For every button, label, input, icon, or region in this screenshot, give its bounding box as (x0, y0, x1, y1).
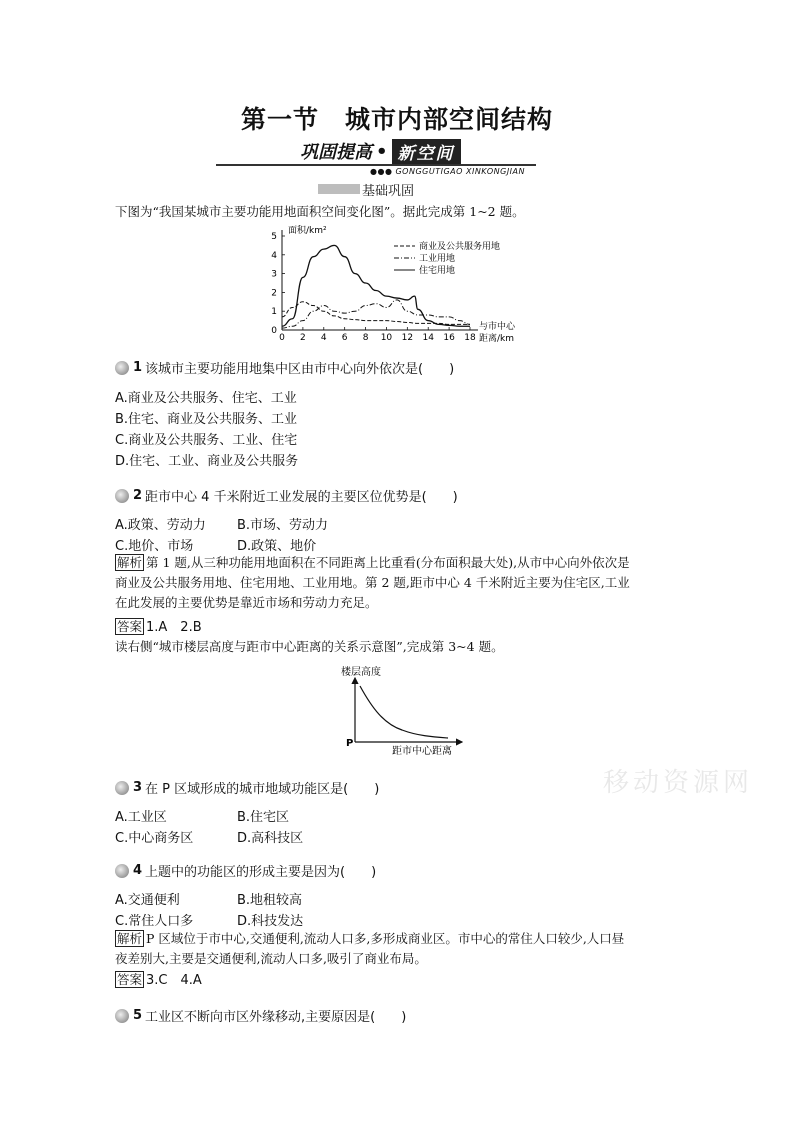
question-text: 该城市主要功能用地集中区由市中心向外依次是( ) (145, 362, 455, 377)
x-tick-label: 14 (422, 333, 434, 343)
banner (300, 139, 461, 163)
analysis-tag: 解析 (117, 555, 143, 570)
question-text: 距市中心 4 千米附近工业发展的主要区位优势是( ) (145, 490, 458, 505)
section-label: 基础巩固 (360, 180, 416, 199)
floor-height-diagram (338, 664, 468, 758)
banner-divider (216, 164, 536, 166)
legend-label: 住宅用地 (419, 266, 456, 276)
legend-label: 商业及公共服务用地 (419, 242, 501, 252)
analysis-line: P 区域位于市中心,交通便利,流动人口多,多形成商业区。市中心的常住人口较少,人口昼 (146, 931, 625, 946)
y-tick-label: 3 (271, 269, 277, 280)
question-2 (115, 486, 458, 505)
question-number: 2 (133, 488, 143, 503)
chart-legend (394, 240, 500, 276)
banner-left: 巩固提高 (300, 142, 372, 163)
question-4 (115, 861, 376, 880)
question-5 (115, 1006, 406, 1025)
answer-text: 3.C 4.A (146, 973, 202, 988)
question-1 (115, 358, 454, 377)
q3-option-d[interactable]: D.高科技区 (237, 831, 304, 846)
answer-1 (115, 617, 202, 638)
q1-option-c[interactable]: C.商业及公共服务、工业、住宅 (115, 433, 298, 448)
analysis-1 (115, 553, 630, 613)
question-number: 4 (133, 863, 143, 878)
x-tick-label: 2 (300, 333, 306, 343)
q2-option-c[interactable]: C.地价、市场 (115, 539, 194, 554)
diagram-x-label: 距市中心距离 (392, 746, 452, 757)
question-text: 上题中的功能区的形成主要是因为( ) (145, 865, 377, 880)
q4-option-a[interactable]: A.交通便利 (115, 893, 180, 908)
q2-option-d[interactable]: D.政策、地价 (237, 539, 317, 554)
x-tick-label: 4 (320, 333, 327, 343)
q2-option-a[interactable]: A.政策、劳动力 (115, 518, 206, 533)
q1-option-a[interactable]: A.商业及公共服务、住宅、工业 (115, 391, 297, 406)
y-tick-label: 2 (271, 288, 277, 299)
q1-options (115, 388, 298, 472)
q4-option-d[interactable]: D.科技发达 (237, 914, 304, 929)
question-bullet-icon (115, 489, 129, 503)
question-bullet-icon (115, 361, 129, 375)
analysis-tag: 解析 (117, 931, 143, 946)
question-number: 5 (133, 1008, 143, 1023)
question-bullet-icon (115, 1009, 129, 1023)
q3-option-a[interactable]: A.工业区 (115, 810, 167, 825)
x-tick-label: 8 (362, 333, 369, 343)
chart-y-label: 面积/km² (288, 226, 327, 236)
question-bullet-icon (115, 781, 129, 795)
q1-option-d[interactable]: D.住宅、工业、商业及公共服务 (115, 454, 299, 469)
answer-text: 1.A 2.B (146, 620, 202, 635)
height-curve (360, 686, 448, 738)
q4-option-c[interactable]: C.常住人口多 (115, 914, 194, 929)
chart-x-label-line2: 距离/km (479, 334, 515, 344)
diagram-origin-label: P (346, 738, 354, 749)
question-number: 1 (133, 360, 143, 375)
diagram-y-label: 楼层高度 (341, 667, 381, 678)
watermark: 移动资源网 (603, 768, 754, 798)
question-3 (115, 778, 379, 797)
y-tick-label: 1 (271, 307, 277, 318)
x-tick-label: 0 (279, 333, 285, 343)
legend-label: 工业用地 (419, 254, 456, 264)
y-tick-label: 0 (271, 326, 277, 336)
intro-text-1: 下图为“我国某城市主要功能用地面积空间变化图”。据此完成第 1~2 题。 (115, 204, 525, 219)
question-text: 工业区不断向市区外缘移动,主要原因是( ) (145, 1010, 407, 1025)
x-tick-label: 18 (464, 333, 476, 343)
q2-option-b[interactable]: B.市场、劳动力 (237, 518, 329, 533)
analysis-line: 第 1 题,从三种功能用地面积在不同距离上比重看(分布面积最大处),从市中心向外依次是 (146, 555, 630, 570)
x-tick-label: 10 (380, 333, 393, 343)
question-text: 在 P 区域形成的城市地域功能区是( ) (145, 782, 380, 797)
analysis-line: 夜差别大,主要是交通便利,流动人口多,吸引了商业布局。 (115, 951, 427, 966)
y-tick-label: 4 (271, 250, 277, 261)
answer-tag: 答案 (117, 972, 143, 987)
y-tick-label: 5 (271, 232, 277, 242)
q4-option-b[interactable]: B.地租较高 (237, 893, 303, 908)
answer-tag: 答案 (117, 619, 143, 634)
question-number: 3 (133, 780, 143, 795)
q1-option-b[interactable]: B.住宅、商业及公共服务、工业 (115, 412, 298, 427)
x-tick-label: 6 (341, 333, 348, 343)
intro-text-2: 读右侧“城市楼层高度与距市中心距离的关系示意图”,完成第 3~4 题。 (115, 639, 504, 654)
analysis-line: 商业及公共服务用地、住宅用地、工业用地。第 2 题,距市中心 4 千米附近主要为住宅区,工业 (115, 575, 630, 590)
x-tick-label: 12 (401, 333, 414, 343)
analysis-line: 在此发展的主要优势是靠近市场和劳动力充足。 (115, 595, 378, 610)
banner-pinyin: ●●● GONGGUTIGAO XINKONGJIAN (370, 167, 525, 176)
answer-2 (115, 970, 202, 991)
banner-dot: • (376, 140, 388, 162)
chart-x-label-line1: 与市中心 (479, 322, 516, 332)
x-tick-label: 16 (443, 333, 455, 343)
land-use-chart (264, 224, 544, 348)
q3-option-b[interactable]: B.住宅区 (237, 810, 290, 825)
analysis-2 (115, 929, 624, 969)
question-bullet-icon (115, 864, 129, 878)
banner-right: 新空间 (392, 139, 461, 164)
q3-option-c[interactable]: C.中心商务区 (115, 831, 194, 846)
page-title: 第一节 城市内部空间结构 (240, 105, 553, 134)
